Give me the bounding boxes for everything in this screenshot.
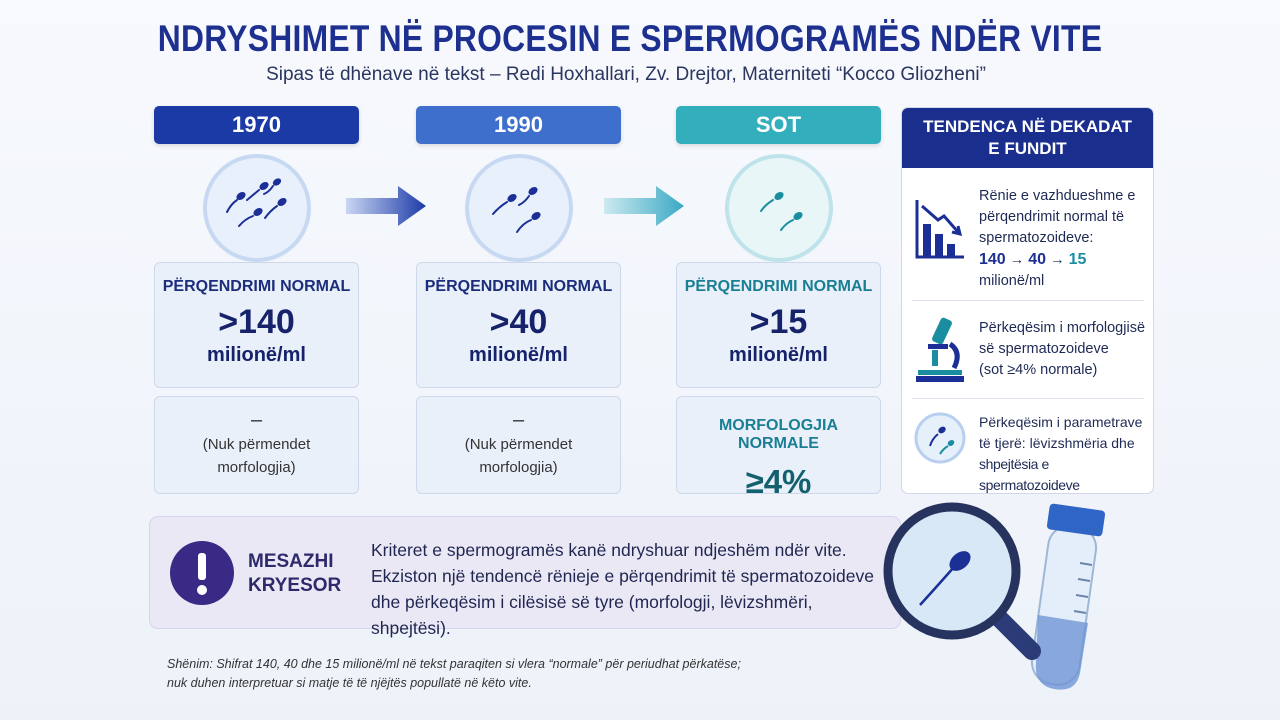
- sperm-icon: [207, 158, 307, 258]
- arrow-right-icon: [604, 186, 684, 226]
- sperm-icon: [469, 158, 569, 258]
- key-message-title-line2: KRYESOR: [248, 575, 342, 596]
- trend-arrow: →: [1005, 252, 1029, 268]
- key-message-line1: Kriteret e spermogramës kanë ndryshuar ndjeshëm ndër vite.: [371, 540, 847, 560]
- trend-item1-values: [979, 249, 1151, 271]
- sperm-circle: [469, 158, 569, 258]
- year-header: 1970: [154, 106, 359, 144]
- trend-value-1990: 40: [1028, 251, 1047, 268]
- key-message-text: [371, 537, 891, 641]
- column-sot: [676, 106, 881, 500]
- key-message-title: [248, 550, 341, 598]
- trend-item1-line1: Rënie e vazhdueshme e: [979, 188, 1136, 204]
- sperm-circle: [729, 158, 829, 258]
- morphology-box: [676, 396, 881, 500]
- trend-item3-line1: Përkeqësim i parametrave: [979, 414, 1143, 430]
- concentration-unit: milionë/ml: [207, 344, 306, 366]
- trend-panel: [901, 107, 1154, 494]
- morphology-value: ≥4%: [745, 463, 812, 500]
- microscope-icon: [914, 314, 964, 384]
- trend-value-sot: 15: [1068, 251, 1087, 268]
- trend-item2-line2: së spermatozoideve: [979, 341, 1109, 357]
- trend-header: [902, 108, 1153, 168]
- trend-item3-line2: të tjerë: lëvizshmëria dhe: [979, 435, 1135, 451]
- trend-item2-line3: (sot ≥4% normale): [979, 362, 1098, 378]
- morphology-note-line1: (Nuk përmendet: [464, 436, 573, 453]
- divider: [912, 300, 1144, 301]
- key-message-line2: Ekziston një tendencë rënieje e përqendrimit të spermatozoideve: [371, 566, 874, 586]
- morphology-note-line1: (Nuk përmendet: [202, 436, 311, 453]
- morphology-dash: –: [512, 409, 525, 431]
- concentration-value: >15: [749, 303, 808, 341]
- morphology-label: MORFOLOGJIA NORMALE: [718, 417, 839, 452]
- page-subtitle: Sipas të dhënave në tekst – Redi Hoxhallari, Zv. Drejtor, Materniteti “Kocco Gliozheni”: [266, 64, 986, 85]
- concentration-label: PËRQENDRIMI NORMAL: [162, 278, 351, 295]
- morphology-dash: –: [250, 409, 263, 431]
- trend-item1-line5: milionë/ml: [979, 273, 1045, 289]
- concentration-box: [416, 262, 621, 388]
- year-header: 1990: [416, 106, 621, 144]
- concentration-label: PËRQENDRIMI NORMAL: [424, 278, 613, 295]
- arrow-right-icon: [346, 186, 426, 226]
- page-title: NDRYSHIMET NË PROCESIN E SPERMOGRAMËS NDËR VITE: [157, 18, 1103, 59]
- concentration-unit: milionë/ml: [729, 344, 828, 366]
- exclamation-icon: [170, 541, 234, 605]
- sperm-icon: [914, 412, 966, 464]
- magnifier-icon: [888, 507, 1032, 651]
- concentration-unit: milionë/ml: [469, 344, 568, 366]
- trend-item-concentration: [902, 184, 1154, 294]
- magnifier-tube-illustration: [880, 495, 1160, 695]
- footnote-line1: Shënim: Shifrat 140, 40 dhe 15 milionë/ml në tekst paraqiten si vlera “normale” për periudhat përkatëse;: [167, 657, 741, 671]
- footnote: [167, 655, 741, 693]
- column-1970: [154, 106, 359, 476]
- divider: [912, 398, 1144, 399]
- morphology-box: [416, 396, 621, 494]
- morphology-note-line2: morfologjia): [479, 459, 558, 476]
- concentration-value: >40: [489, 303, 548, 341]
- sperm-circle: [207, 158, 307, 258]
- trend-item-motility: [902, 406, 1154, 493]
- trend-item-morphology: [902, 308, 1154, 390]
- key-message-title-line1: MESAZHI: [248, 551, 334, 572]
- trend-item1-line3: spermatozoideve:: [979, 230, 1094, 246]
- trend-arrow: →: [1046, 252, 1069, 268]
- footnote-line2: nuk duhen interpretuar si matje të të njëjtës popullatë në këto vite.: [167, 676, 532, 690]
- year-header: SOT: [676, 106, 881, 144]
- trend-item3-line3: shpejtësia e spermatozoideve: [979, 456, 1080, 493]
- trend-header-line1: TENDENCA NË DEKADAT: [923, 117, 1132, 136]
- trend-value-1970: 140: [979, 251, 1006, 268]
- morphology-note-line2: morfologjia): [217, 459, 296, 476]
- concentration-value: >140: [218, 303, 295, 341]
- trend-item1-line2: përqendrimit normal të: [979, 209, 1125, 225]
- concentration-box: [676, 262, 881, 388]
- concentration-label: PËRQENDRIMI NORMAL: [684, 278, 873, 295]
- trend-header-line2: E FUNDIT: [988, 139, 1067, 158]
- sperm-icon: [729, 158, 829, 258]
- column-1990: [416, 106, 621, 476]
- declining-chart-icon: [914, 198, 966, 260]
- key-message-box: [149, 516, 901, 638]
- morphology-box: [154, 396, 359, 494]
- trend-item2-line1: Përkeqësim i morfologjisë: [979, 320, 1146, 336]
- concentration-box: [154, 262, 359, 388]
- key-message-line3: dhe përkeqësim i cilësisë së tyre (morfologji, lëvizshmëri, shpejtësi).: [371, 592, 813, 638]
- test-tube-icon: [1029, 503, 1105, 689]
